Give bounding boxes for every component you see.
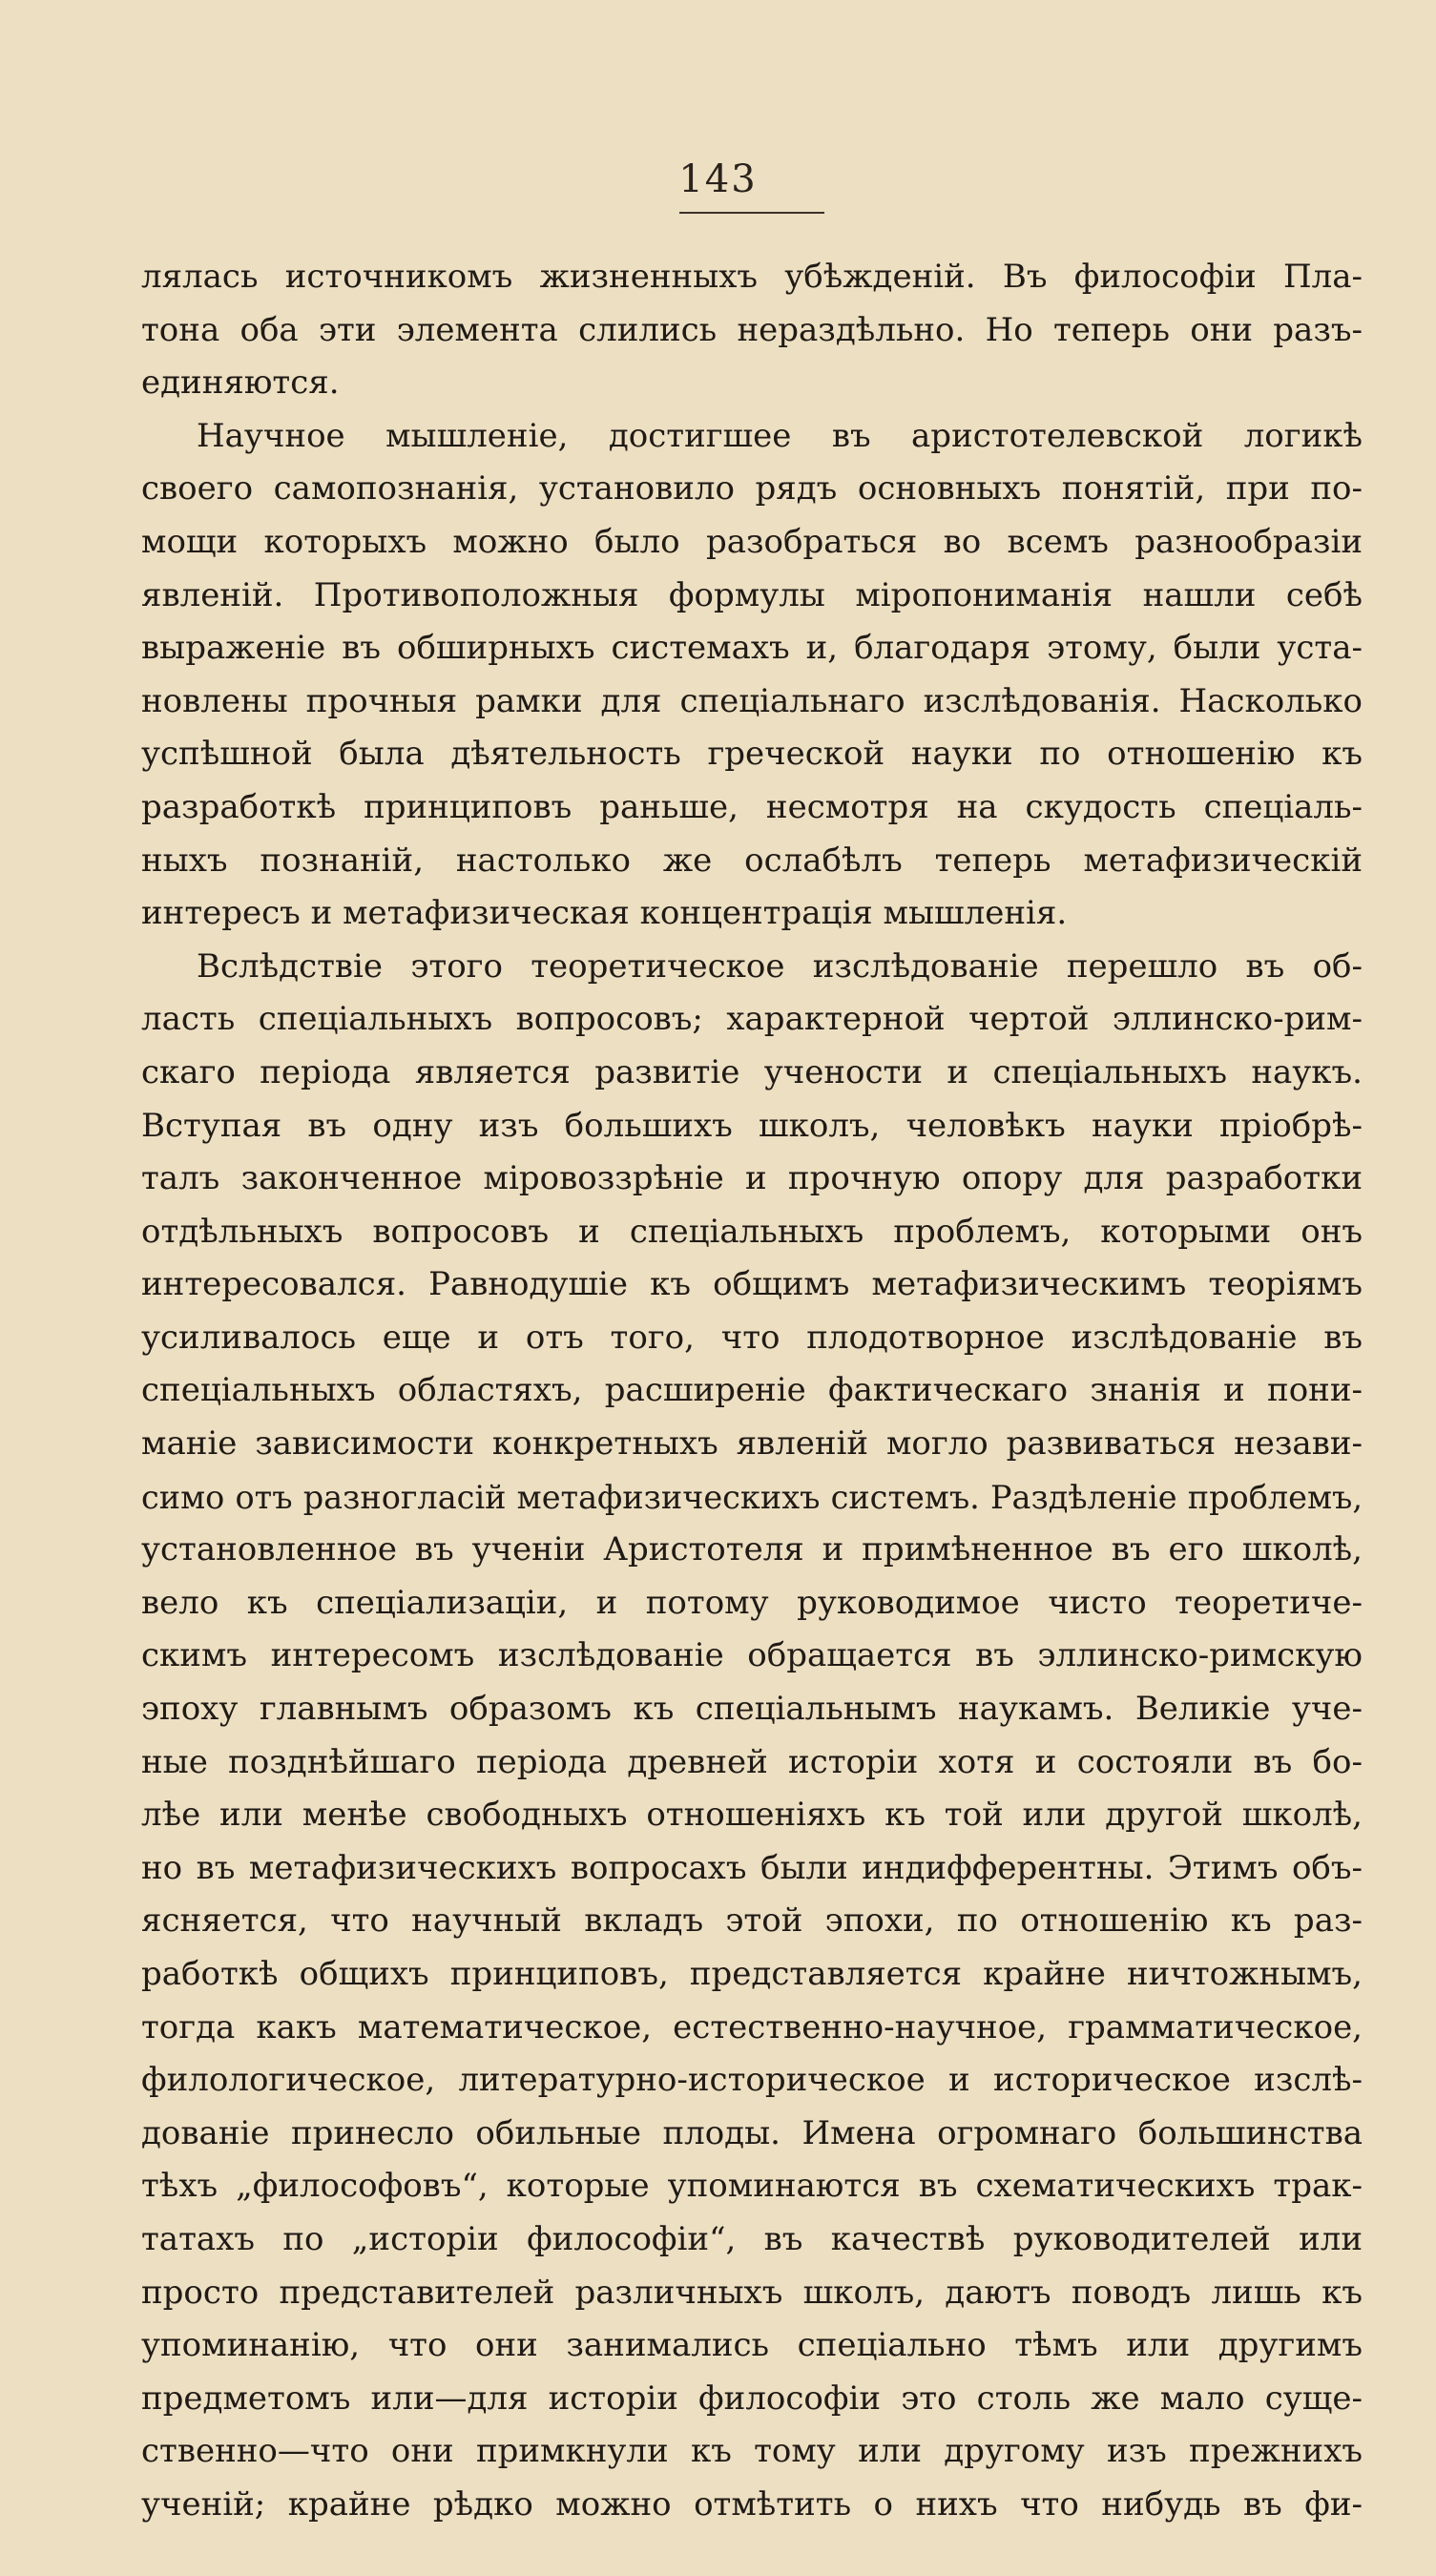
text-line: ученій; крайне рѣдко можно отмѣтить о нихъ что нибудь въ фи- [141,2484,1363,2524]
text-line: ласть спеціальныхъ вопросовъ; характерной чертой эллинско-рим- [141,1000,1363,1039]
text-line: симо отъ разногласій метафизическихъ системъ. Раздѣленіе проблемъ, [141,1478,1363,1516]
text-line: отдѣльныхъ вопросовъ и спеціальныхъ проблемъ, которыми онъ [141,1212,1363,1251]
text-line: упоминанію, что они занимались спеціально тѣмъ или другимъ [141,2326,1363,2365]
text-line: работкѣ общихъ принциповъ, представляется крайне ничтожнымъ, [141,1955,1363,1993]
text-line: интересовался. Равнодушіе къ общимъ метафизическимъ теоріямъ [141,1265,1363,1304]
text-line: скаго періода является развитіе учености и спеціальныхъ наукъ. [141,1052,1363,1091]
text-line: тогда какъ математическое, естественно-научное, грамматическое, [141,2007,1363,2046]
text-line: выраженіе въ обширныхъ системахъ и, благодаря этому, были уста- [141,629,1363,668]
text-line: Вступая въ одну изъ большихъ школъ, человѣкъ науки пріобрѣ- [141,1106,1363,1145]
text-line: филологическое, литературно-историческое и историческое изслѣ- [141,2061,1363,2100]
text-line: явленій. Противоположныя формулы міропониманія нашли себѣ [141,575,1363,614]
text-line: успѣшной была дѣятельность греческой науки по отношенію къ [141,735,1363,774]
text-line: усиливалось еще и отъ того, что плодотворное изслѣдованіе въ [141,1318,1363,1357]
text-line: лялась источникомъ жизненныхъ убѣжденій. Въ философіи Пла- [141,258,1363,296]
text-line: мощи которыхъ можно было разобраться во всемъ разнообразіи [141,522,1363,561]
text-line: лѣе или менѣе свободныхъ отношеніяхъ къ той или другой школѣ, [141,1796,1363,1835]
body-text [141,251,1363,2532]
page-number: 143 [678,157,758,201]
text-line: ственно—что они примкнули къ тому или другому изъ прежнихъ [141,2432,1363,2471]
text-line: спеціальныхъ областяхъ, расширеніе фактическаго знанія и пони- [141,1371,1363,1410]
text-line: установленное въ ученіи Аристотеля и примѣненное въ его школѣ, [141,1530,1363,1569]
text-line: эпоху главнымъ образомъ къ спеціальнымъ наукамъ. Великіе уче- [141,1690,1363,1729]
text-line: татахъ по „исторіи философіи“, въ качествѣ руководителей или [141,2219,1363,2258]
text-line: но въ метафизическихъ вопросахъ были индифферентны. Этимъ объ- [141,1848,1363,1887]
text-line: дованіе принесло обильные плоды. Имена огромнаго большинства [141,2113,1363,2152]
text-line: Научное мышленіе, достигшее въ аристотелевской логикѣ [197,416,1363,455]
page-header [0,157,1436,201]
text-line: тона оба эти элемента слились нераздѣльно. Но теперь они разъ- [141,310,1363,349]
text-line: маніе зависимости конкретныхъ явленій могло развиваться незави- [141,1424,1363,1464]
text-line: вело къ спеціализаціи, и потому руководимое чисто теоретиче- [141,1583,1363,1622]
text-line: новлены прочныя рамки для спеціальнаго изслѣдованія. Насколько [141,681,1363,720]
text-line: разработкѣ принциповъ раньше, несмотря на скудость спеціаль- [141,787,1363,826]
text-line: интересъ и метафизическая концентрація мышленія. [141,894,1068,933]
text-line: ные позднѣйшаго періода древней исторіи хотя и состояли въ бо- [141,1742,1363,1781]
text-line: просто представителей различныхъ школъ, даютъ поводъ лишь къ [141,2273,1363,2312]
text-line: Вслѣдствіе этого теоретическое изслѣдованіе перешло въ об- [197,946,1363,986]
text-line: ныхъ познаній, настолько же ослабѣлъ теперь метафизическій [141,841,1363,880]
text-line: скимъ интересомъ изслѣдованіе обращается въ эллинско-римскую [141,1636,1363,1675]
text-line: единяются. [141,364,340,403]
text-line: предметомъ или—для исторіи философіи это столь же мало суще- [141,2379,1363,2418]
text-line: своего самопознанія, установило рядъ основныхъ понятій, при по- [141,469,1363,509]
text-line: талъ законченное міровоззрѣніе и прочную опору для разработки [141,1159,1363,1198]
text-line: ясняется, что научный вкладъ этой эпохи, по отношенію къ раз- [141,1901,1363,1941]
text-line: тѣхъ „философовъ“, которые упоминаются въ схематическихъ трак- [141,2167,1363,2206]
header-rule [679,212,824,214]
